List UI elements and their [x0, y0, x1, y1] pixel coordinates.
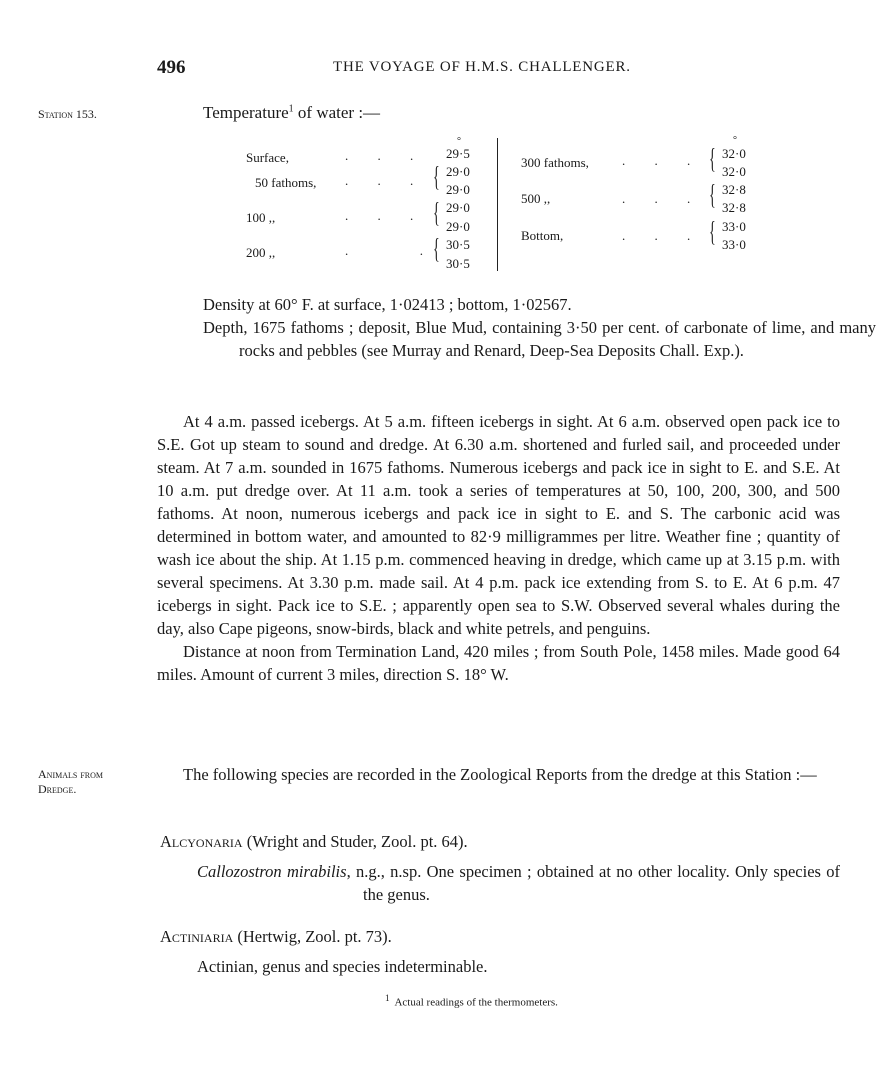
table-row-label: Surface, — [246, 150, 289, 165]
leader-dots: . . . — [345, 173, 414, 188]
leader-dots: . . . — [622, 228, 691, 243]
temperature-value: 32·0 — [722, 146, 746, 161]
density-line: Density at 60° F. at surface, 1·02413 ; bottom, 1·02567. — [203, 295, 572, 314]
temperature-value: 29·0 — [446, 200, 470, 215]
margin-note-animals-line2: Dredge. — [38, 782, 77, 796]
temperature-value: 29·0 — [446, 182, 470, 197]
degree-mark-right: ° — [733, 135, 737, 146]
table-row-label: 200 ,, — [246, 245, 276, 260]
temperature-value: 30·5 — [446, 256, 470, 271]
temperature-heading-suffix: of water :— — [293, 103, 381, 122]
leader-dots: . . . — [622, 153, 691, 168]
footnote — [385, 993, 558, 1009]
temperature-value: 30·5 — [446, 237, 470, 252]
alcyonaria-species-entry — [197, 860, 840, 906]
leader-dots: . . . — [345, 148, 414, 163]
temperature-value: 29·5 — [446, 146, 470, 161]
brace: { — [709, 217, 716, 248]
degree-mark-left: ° — [457, 136, 461, 147]
temperature-value: 33·0 — [722, 219, 746, 234]
temperature-value: 29·0 — [446, 164, 470, 179]
brace: { — [709, 144, 716, 175]
group-name: Alcyonaria — [160, 832, 243, 851]
depth-paragraph: Depth, 1675 fathoms ; deposit, Blue Mud, containing 3·50 per cent. of carbonate of lime, and many rocks and pebbles (see Murray and Renard, Deep-Sea Deposits Chall. Exp.). — [203, 318, 876, 360]
actiniaria-note: Actinian, genus and species indeterminable. — [197, 957, 488, 976]
footnote-text: Actual readings of the thermometers. — [394, 996, 558, 1009]
narrative-paragraph: Distance at noon from Termination Land, 420 miles ; from South Pole, 1458 miles. Made good 64 miles. Amount of current 3 miles, direction S. 18° W. — [157, 642, 840, 684]
page-number: 496 — [157, 57, 186, 78]
temperature-heading-text: Temperature — [203, 103, 289, 122]
table-row-label: 50 fathoms, — [255, 175, 317, 190]
leader-dots: . . . — [622, 191, 691, 206]
temperature-value: 33·0 — [722, 237, 746, 252]
brace: { — [433, 234, 440, 265]
margin-note-station: Station 153. — [38, 107, 97, 121]
narrative-body — [157, 410, 840, 686]
species-name: Callozostron mirabilis — [197, 862, 347, 881]
table-row-label: Bottom, — [521, 228, 564, 243]
actiniaria-heading — [160, 925, 840, 948]
temperature-value: 29·0 — [446, 219, 470, 234]
species-note: , n.g., n.sp. One specimen ; obtained at no other locality. Only species of the genus. — [346, 862, 841, 904]
temperature-value: 32·8 — [722, 200, 746, 215]
group-name: Actiniaria — [160, 927, 234, 946]
species-intro — [157, 763, 840, 786]
narrative-paragraph: At 4 a.m. passed icebergs. At 5 a.m. fifteen icebergs in sight. At 6 a.m. observed open pack ice to S.E. Got up steam to sound and dredge. At 6.30 a.m. shortened and furled sail, and proceeded under steam. At 7 a.m. sounded in 1675 fathoms. Numerous icebergs and pack ice in sight to E. and S.E. At 10 a.m. put dredge over. At 11 a.m. took a series of temperatures at 50, 100, 200, 300, and 500 fathoms. At noon, numerous icebergs and pack ice in sight to E. and S. The carbonic acid was determined in bottom water, and amounted to 82·9 milligrammes per litre. Weather fine ; quantity of wash ice about the ship. At 1.15 p.m. commenced heaving in dredge, which came up at 3.15 p.m. with several specimens. At 3.30 p.m. made sail. At 4 p.m. pack ice extending from S. to E. At 6 p.m. 47 icebergs in sight. Pack ice to S.E. ; apparently open sea to S.W. Observed several whales during the day, also Cape pigeons, snow-birds, black and white petrels, and penguins. — [157, 412, 840, 638]
running-title: THE VOYAGE OF H.M.S. CHALLENGER. — [333, 59, 631, 75]
table-row-label: 100 ,, — [246, 210, 276, 225]
temperature-value: 32·8 — [722, 182, 746, 197]
group-reference: (Wright and Studer, Zool. pt. 64). — [242, 832, 468, 851]
alcyonaria-heading — [160, 830, 840, 853]
footnote-reference: 1 — [288, 103, 294, 115]
species-intro-text: The following species are recorded in the Zoological Reports from the dredge at this Station :— — [183, 765, 817, 784]
temperature-heading — [203, 103, 380, 123]
brace: { — [433, 162, 440, 193]
footnote-mark: 1 — [385, 993, 390, 1003]
margin-note-animals-line1: Animals from — [38, 767, 104, 781]
leader-dots: . . . — [345, 208, 414, 223]
brace: { — [433, 198, 440, 229]
leader-dots: . . — [345, 243, 423, 258]
margin-note-animals — [38, 767, 103, 797]
table-divider — [497, 138, 498, 271]
table-row-label: 500 ,, — [521, 191, 551, 206]
temperature-value: 32·0 — [722, 164, 746, 179]
brace: { — [709, 180, 716, 211]
table-row-label: 300 fathoms, — [521, 155, 589, 170]
group-reference: (Hertwig, Zool. pt. 73). — [233, 927, 392, 946]
